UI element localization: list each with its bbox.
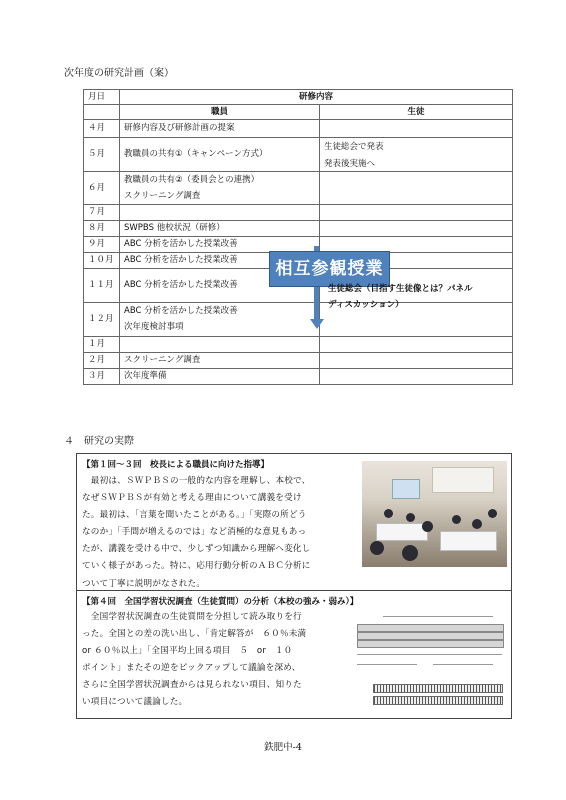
student-cell (320, 337, 513, 353)
col-student-header: 生徒 (320, 105, 513, 120)
student-line: 生徒総会で発表 (324, 142, 384, 152)
staff-line: スクリーニング調査 (124, 190, 201, 201)
staff-cell: ABC 分析を活かした授業改善 (120, 237, 320, 253)
student-cell (320, 369, 513, 385)
box-heading: 【第１回～３回 校長による職員に向けた指導】 (82, 460, 270, 470)
body-line: さらに全国学習状況調査からは見られない項目、知りた (82, 680, 302, 691)
plan-title: 次年度の研究計画（案） (64, 68, 174, 79)
table-row (84, 120, 513, 138)
training-session-photo (362, 461, 507, 567)
staff-cell: ABC 分析を活かした授業改善 (120, 253, 320, 269)
body-line: った。全国との差の洗い出し、「肯定解答が ６０％未満 (82, 629, 307, 640)
student-cell (320, 205, 513, 221)
staff-cell: スクリーニング調査 (120, 353, 320, 369)
staff-cell: SWPBS 他校状況（研修） (120, 221, 320, 237)
staff-cell (120, 303, 320, 337)
month-cell: ４月 (84, 120, 120, 138)
col-date-header: 月日 (84, 90, 120, 105)
table-row (84, 353, 513, 369)
survey-analysis-document-image (353, 610, 508, 710)
month-cell: ７月 (84, 205, 120, 221)
down-arrow-head (310, 319, 324, 329)
col-staff-header: 職員 (120, 105, 320, 120)
table-row (84, 205, 513, 221)
body-line: なのか」「手間が増えるのでは」など消極的な意見もあっ (82, 527, 307, 538)
body-line: た。最初は、「言葉を聞いたことがある。」「実際の所どう (82, 510, 307, 521)
table-row (84, 337, 513, 353)
staff-line: 教職員の共有②（委員会との連携） (124, 174, 260, 185)
body-line: い項目について議論した。 (82, 697, 188, 708)
month-cell: ５月 (84, 138, 120, 172)
body-line: なぜＳＷＰＢＳが有効と考える理由について講義を受け (82, 493, 302, 504)
body-line: ついて丁寧に説明がなされた。 (82, 578, 206, 589)
research-plan-table (83, 89, 513, 385)
body-line: or ６０％以上」「全国平均上回る項目 ５ or １０ (82, 646, 293, 657)
section-title: ４ 研究の実際 (64, 436, 134, 447)
staff-cell: 次年度準備 (120, 369, 320, 385)
staff-cell (120, 205, 320, 221)
month-cell: １２月 (84, 303, 120, 337)
student-cell (320, 120, 513, 138)
student-cell (320, 172, 513, 205)
staff-cell (120, 337, 320, 353)
month-cell: １月 (84, 337, 120, 353)
table-row (84, 138, 513, 172)
student-cell (320, 353, 513, 369)
month-cell: ８月 (84, 221, 120, 237)
box-body (82, 609, 358, 712)
col-content-header: 研修内容 (120, 90, 513, 105)
month-cell: １０月 (84, 253, 120, 269)
body-line: 全国学習状況調査の生徒質問を分担して読み取りを行 (82, 612, 302, 622)
month-cell: １１月 (84, 269, 120, 303)
month-cell: ９月 (84, 237, 120, 253)
body-line: 最初は、ＳＷＰＢＳの一般的な内容を理解し、本校で、 (82, 476, 311, 486)
body-line: ポイント」またその逆をピックアップして議論を深め、 (82, 663, 301, 674)
staff-cell (120, 172, 320, 205)
table-row (84, 221, 513, 237)
student-cell (320, 138, 513, 172)
page-footer: 鉄肥中-4 (264, 742, 302, 753)
staff-cell: 研修内容及び研修計画の提案 (120, 120, 320, 138)
box-heading: 【第４回 全国学習状況調査（生徒質問）の分析（本校の強み・弱み）】 (82, 597, 359, 607)
table-row (84, 303, 513, 337)
month-cell: ２月 (84, 353, 120, 369)
box-body (82, 473, 358, 593)
staff-line: 次年度検討事項 (124, 322, 184, 332)
body-line: たが、講義を受ける中で、少しずつ知識から理解へ変化し (82, 544, 311, 555)
body-line: ていく様子があった。特に、応用行動分析のＡＢＣ分析に (82, 561, 311, 572)
mutual-observation-callout: 相互参観授業 (269, 251, 390, 287)
staff-cell: ABC 分析を活かした授業改善 (120, 269, 320, 303)
staff-cell: 教職員の共有①（キャンペーン方式） (120, 138, 320, 172)
table-row (84, 172, 513, 205)
month-cell: ６月 (84, 172, 120, 205)
student-cell (320, 221, 513, 237)
november-student-line-1: 生徒総会（目指す生徒像とは？パネル (328, 284, 473, 294)
staff-line: ABC 分析を活かした授業改善 (124, 306, 238, 316)
student-line: 発表後実施へ (324, 159, 376, 169)
november-student-line-2: ディスカッション） (328, 300, 404, 310)
month-cell: ３月 (84, 369, 120, 385)
table-row (84, 369, 513, 385)
empty-header-cell (84, 105, 120, 120)
